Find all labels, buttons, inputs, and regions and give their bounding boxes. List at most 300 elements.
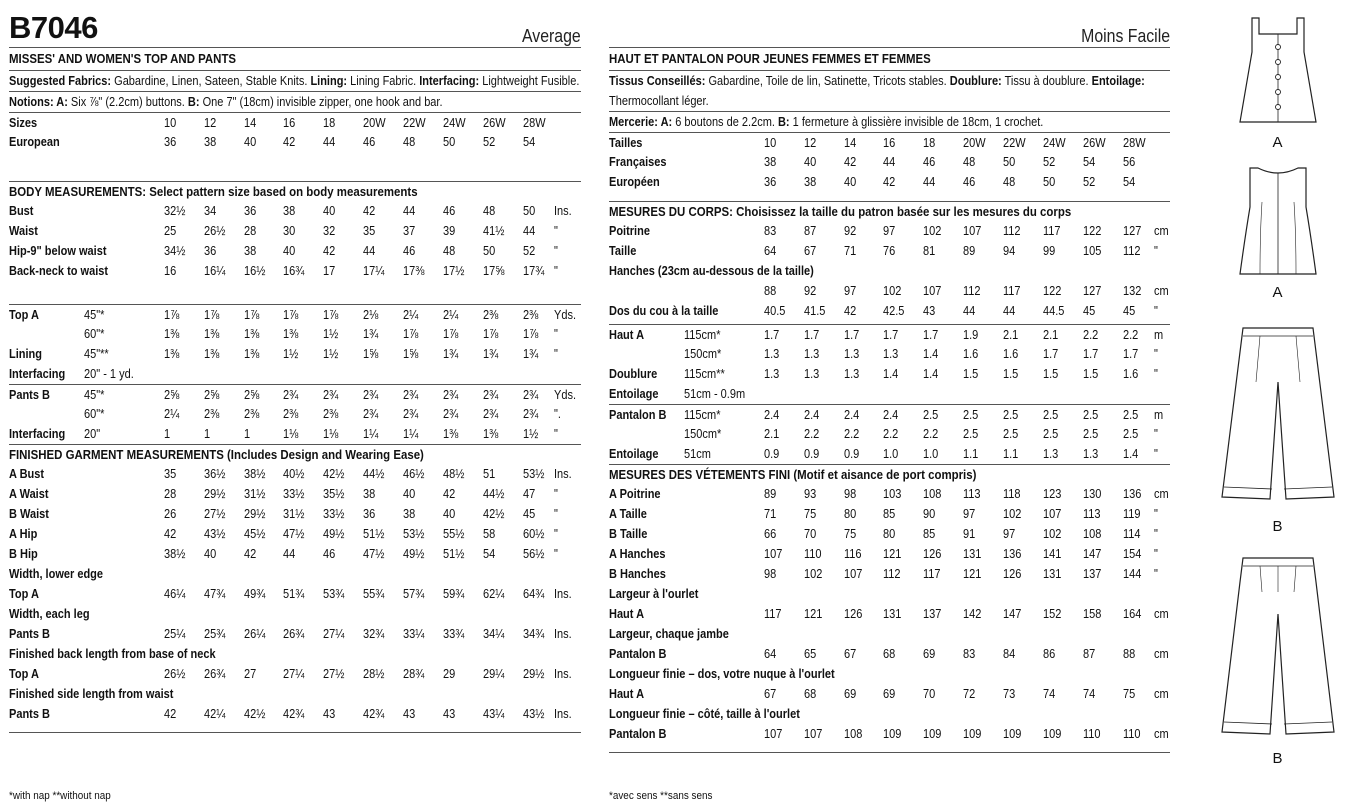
row-label: Entoilage (609, 447, 659, 461)
cell-value: 102 (883, 284, 902, 298)
cell-value: 67 (804, 244, 817, 258)
cell-value: 26¾ (283, 627, 305, 641)
cell-value: 123 (1043, 487, 1062, 501)
cell-value: 1.7 (764, 328, 780, 342)
row-label: Haut A (609, 607, 645, 621)
cell-value: 89 (963, 244, 976, 258)
body-measurements-title (609, 201, 1170, 221)
cell-value: 2⅜ (244, 407, 260, 421)
term-text: 1 fermeture à glissière invisible de 18cm, 1 crochet. (789, 115, 1044, 129)
cell-value: 34 (204, 204, 217, 218)
row-label: A Poitrine (609, 487, 661, 501)
cell-value: 147 (1003, 607, 1022, 621)
cell-value: 152 (1043, 607, 1062, 621)
cell-value: 1½ (523, 427, 539, 441)
cell-value: 2¼ (164, 407, 180, 421)
cell-value: 0.9 (804, 447, 820, 461)
term-text: Lining Fabric. (347, 74, 420, 88)
cell-value: 16 (883, 136, 896, 150)
cell-value: 1¾ (483, 347, 499, 361)
row-label: Hip-9" below waist (9, 244, 107, 258)
cell-value: 24W (443, 116, 466, 130)
cell-value: 38 (764, 155, 777, 169)
cell-value: 31½ (283, 507, 305, 521)
cell-value: 1.7 (844, 328, 860, 342)
bold-term: Tissus Conseillés: (609, 74, 706, 88)
cell-value: 99 (1043, 244, 1056, 258)
cell-value: 89 (764, 487, 777, 501)
cell-value: 26 (164, 507, 177, 521)
row-label: Lining (9, 347, 42, 361)
fabric-width: 150cm* (684, 427, 722, 441)
cell-value: 105 (1083, 244, 1102, 258)
table-row (609, 724, 1170, 744)
cell-value: 42 (844, 304, 857, 318)
cell-value: 158 (1083, 607, 1102, 621)
cell-value: 2⅜ (204, 407, 220, 421)
table-row (609, 152, 1170, 172)
row-label: Largeur, chaque jambe (609, 627, 729, 641)
unit-label: " (1154, 447, 1158, 461)
row-label: Width, lower edge (9, 567, 104, 581)
cell-value: 2⅝ (244, 388, 260, 402)
cell-value: 2⅜ (323, 407, 339, 421)
spacer (609, 192, 1170, 201)
cell-value: 25¾ (204, 627, 226, 641)
cell-value: 1⅞ (323, 308, 339, 322)
cell-value: 2.5 (923, 408, 939, 422)
cell-value: 94 (1003, 244, 1016, 258)
table-row (9, 624, 581, 644)
cell-value: 2¾ (403, 407, 419, 421)
cell-value: 47 (523, 487, 536, 501)
cell-value: 45 (523, 507, 536, 521)
cell-value: 93 (804, 487, 817, 501)
row-label: Poitrine (609, 224, 650, 238)
cell-value: 28¾ (403, 667, 425, 681)
cell-value: 80 (844, 507, 857, 521)
cell-value: 24W (1043, 136, 1066, 150)
cell-value: 44½ (363, 467, 385, 481)
cell-value: 36 (244, 204, 257, 218)
cell-value: 17⅜ (403, 264, 425, 278)
table-row (609, 504, 1170, 524)
table-row (609, 444, 1170, 464)
cell-value: 37 (403, 224, 416, 238)
cell-value: 43¼ (483, 707, 505, 721)
table-row (609, 584, 1170, 604)
cell-value: 22W (403, 116, 426, 130)
cell-value: 121 (804, 607, 823, 621)
cell-value: 2¾ (283, 388, 299, 402)
cell-value: 67 (844, 647, 857, 661)
unit-label: Ins. (554, 204, 572, 218)
cell-value: 1.6 (1003, 347, 1019, 361)
cell-value: 40 (323, 204, 336, 218)
unit-label: ". (554, 407, 561, 421)
cell-value: 1⅛ (323, 427, 339, 441)
cell-value: 42 (283, 135, 296, 149)
title-text: FINISHED GARMENT MEASUREMENTS (Includes Design and Wearing Ease) (9, 447, 424, 462)
cell-value: 109 (1043, 727, 1062, 741)
cell-value: 92 (844, 224, 857, 238)
cell-value: 131 (1043, 567, 1062, 581)
unit-label: " (1154, 507, 1158, 521)
table-row (609, 281, 1170, 301)
suggested-fabrics-wrap (9, 70, 581, 91)
unit-label: cm (1154, 607, 1169, 621)
cell-value: 44 (963, 304, 976, 318)
cell-value: 108 (1083, 527, 1102, 541)
cell-value: 98 (764, 567, 777, 581)
cell-value: 43 (443, 707, 456, 721)
cell-value: 69 (844, 687, 857, 701)
cell-value: 29½ (523, 667, 545, 681)
unit-label: cm (1154, 687, 1169, 701)
cell-value: 1¼ (403, 427, 419, 441)
cell-value: 109 (1003, 727, 1022, 741)
unit-label: cm (1154, 647, 1169, 661)
unit-label: " (554, 527, 558, 541)
cell-value: 53½ (403, 527, 425, 541)
cell-value: 48½ (443, 467, 465, 481)
title-text: HAUT ET PANTALON POUR JEUNES FEMMES ET FEMMES (609, 51, 931, 66)
cell-value: 46 (923, 155, 936, 169)
cell-value: 1.0 (923, 447, 939, 461)
cell-value: 1.7 (804, 328, 820, 342)
cell-value: 1.4 (1123, 447, 1139, 461)
row-label: Pantalon B (609, 408, 667, 422)
cell-value: 16½ (244, 264, 266, 278)
cell-value: 29 (443, 667, 456, 681)
cell-value: 10 (764, 136, 777, 150)
cell-value: 80 (883, 527, 896, 541)
cell-value: 2¾ (363, 407, 379, 421)
table-row (609, 524, 1170, 544)
cell-value: 110 (804, 547, 822, 561)
cell-value: 108 (923, 487, 942, 501)
row-label: Back-neck to waist (9, 264, 109, 278)
bold-term: B: (777, 115, 790, 129)
cell-value: 2¾ (443, 407, 459, 421)
unit-label: " (1154, 367, 1158, 381)
cell-value: 1⅞ (164, 308, 180, 322)
cell-value: 137 (923, 607, 942, 621)
table-row (9, 424, 581, 444)
cell-value: 119 (1123, 507, 1141, 521)
cell-value: 1 (204, 427, 211, 441)
table-row (9, 644, 581, 664)
unit-label: Yds. (554, 388, 577, 402)
cell-value: 97 (883, 224, 896, 238)
cell-value: 31½ (244, 487, 266, 501)
cell-value: 102 (1043, 527, 1062, 541)
finished-measurements-title (609, 464, 1170, 484)
pattern-number: B7046 (9, 10, 98, 45)
cell-value: 40 (283, 244, 296, 258)
garment-title (9, 48, 581, 70)
cell-value: 52 (483, 135, 496, 149)
table-row (9, 201, 581, 221)
row-label: Pants B (9, 707, 50, 721)
cell-value: 118 (1003, 487, 1021, 501)
cell-value: 1½ (283, 347, 299, 361)
cell-value: 1.3 (764, 367, 780, 381)
row-label: Bust (9, 204, 34, 218)
view-label-b2: B (1272, 750, 1283, 767)
cell-value: 42½ (483, 507, 505, 521)
cell-value: 54 (523, 135, 536, 149)
cell-value: 91 (963, 527, 976, 541)
cell-value: 112 (1123, 244, 1141, 258)
cell-value: 147 (1083, 547, 1102, 561)
cell-value: 85 (883, 507, 896, 521)
cell-value: 1⅜ (244, 327, 260, 341)
cell-value: 47½ (363, 547, 385, 561)
cell-value: 58 (483, 527, 496, 541)
cell-value: 62¼ (483, 587, 505, 601)
table-row (9, 241, 581, 261)
bold-term: Notions: A: (9, 95, 68, 109)
cell-value: 1⅞ (283, 308, 299, 322)
cell-value: 112 (963, 284, 981, 298)
cell-value: 2.4 (764, 408, 780, 422)
cell-value: 1⅝ (363, 347, 379, 361)
cell-value: 17¼ (363, 264, 385, 278)
table-row (609, 484, 1170, 504)
term-text: 6 boutons de 2.2cm. (672, 115, 778, 129)
unit-label: " (1154, 427, 1158, 441)
table-row (609, 704, 1170, 724)
cell-value: 36½ (204, 467, 226, 481)
row-label: Top A (9, 667, 39, 681)
fabric-width: 51cm (684, 447, 711, 461)
cell-value: 144 (1123, 567, 1142, 581)
cell-value: 14 (844, 136, 857, 150)
cell-value: 41½ (483, 224, 505, 238)
cell-value: 12 (804, 136, 817, 150)
cell-value: 1⅜ (483, 427, 499, 441)
table-row (609, 301, 1170, 321)
row-label: Hanches (23cm au-dessous de la taille) (609, 264, 814, 278)
cell-value: 2.2 (883, 427, 899, 441)
unit-label: " (554, 547, 558, 561)
french-column (609, 6, 1170, 753)
cell-value: 46½ (403, 467, 425, 481)
cell-value: 36 (204, 244, 217, 258)
cell-value: 2.2 (1083, 328, 1099, 342)
cell-value: 51¾ (283, 587, 305, 601)
row-label: Width, each leg (9, 607, 90, 621)
cell-value: 126 (844, 607, 863, 621)
unit-label: " (1154, 304, 1158, 318)
cell-value: 17½ (443, 264, 465, 278)
spacer (9, 281, 581, 301)
cell-value: 1.7 (1083, 347, 1099, 361)
table-row (609, 241, 1170, 261)
cell-value: 141 (1043, 547, 1062, 561)
cell-value: 42 (244, 547, 257, 561)
cell-value: 2.5 (1123, 427, 1139, 441)
cell-value: 2.4 (883, 408, 899, 422)
cell-value: 51½ (363, 527, 385, 541)
cell-value: 27½ (204, 507, 226, 521)
cell-value: 38 (283, 204, 296, 218)
cell-value: 74 (1083, 687, 1096, 701)
table-row (9, 504, 581, 524)
cell-value: 38 (804, 175, 817, 189)
table-row (609, 624, 1170, 644)
cell-value: 46 (323, 547, 336, 561)
cell-value: 0.9 (764, 447, 780, 461)
row-label: Haut A (609, 328, 645, 342)
fabric-width: 20" (84, 427, 101, 441)
cell-value: 17⅝ (483, 264, 505, 278)
cell-value: 34¾ (523, 627, 545, 641)
table-row (609, 564, 1170, 584)
cell-value: 29½ (244, 507, 266, 521)
cell-value: 46 (403, 244, 416, 258)
cell-value: 97 (963, 507, 976, 521)
fabric-width: 115cm* (684, 328, 721, 342)
cell-value: 2.5 (1083, 427, 1099, 441)
cell-value: 122 (1043, 284, 1062, 298)
unit-label: " (554, 427, 558, 441)
cell-value: 44 (1003, 304, 1016, 318)
cell-value: 50 (483, 244, 496, 258)
cell-value: 87 (804, 224, 817, 238)
table-row (609, 604, 1170, 624)
cell-value: 75 (804, 507, 817, 521)
suggested-fabrics (609, 71, 1170, 111)
suggested-fabrics (9, 71, 581, 91)
cell-value: 2¾ (523, 407, 539, 421)
table-row (9, 384, 581, 404)
unit-label: " (554, 244, 558, 258)
cell-value: 42 (844, 155, 857, 169)
cell-value: 40 (844, 175, 857, 189)
cell-value: 102 (923, 224, 942, 238)
cell-value: 83 (963, 647, 976, 661)
cell-value: 60½ (523, 527, 545, 541)
header (9, 6, 581, 48)
bold-term: Suggested Fabrics: (9, 74, 112, 88)
table-row (609, 261, 1170, 281)
table-row (609, 544, 1170, 564)
cell-value: 2.5 (1003, 427, 1019, 441)
fabric-width: 150cm* (684, 347, 722, 361)
cell-value: 1.5 (1043, 367, 1059, 381)
title-text: MESURES DU CORPS: Choisissez la taille du patron basée sur les mesures du corps (609, 204, 1072, 219)
row-label: Haut A (609, 687, 645, 701)
unit-label: cm (1154, 224, 1169, 238)
cell-value: 49½ (403, 547, 425, 561)
cell-value: 53¾ (323, 587, 345, 601)
cell-value: 44.5 (1043, 304, 1065, 318)
cell-value: 42 (164, 707, 177, 721)
cell-value: 36 (363, 507, 376, 521)
cell-value: 68 (804, 687, 817, 701)
cell-value: 154 (1123, 547, 1142, 561)
cell-value: 52 (1083, 175, 1096, 189)
cell-value: 38 (244, 244, 257, 258)
cell-value: 68 (883, 647, 896, 661)
cell-value: 2¾ (483, 388, 499, 402)
cell-value: 42 (443, 487, 456, 501)
cell-value: 112 (1003, 224, 1021, 238)
difficulty-rating: Average (522, 26, 581, 46)
cell-value: 67 (764, 687, 777, 701)
cell-value: 54 (1083, 155, 1096, 169)
notions-wrap (609, 111, 1170, 132)
unit-label: " (1154, 527, 1158, 541)
row-label: Pants B (9, 627, 50, 641)
term-text: Lightweight Fusible. (479, 74, 580, 88)
cell-value: 64 (764, 244, 777, 258)
cell-value: 112 (883, 567, 901, 581)
cell-value: 40 (403, 487, 416, 501)
cell-value: 90 (923, 507, 936, 521)
notions (9, 92, 581, 112)
table-row (9, 464, 581, 484)
cell-value: 109 (963, 727, 982, 741)
cell-value: 2.5 (1043, 427, 1059, 441)
cell-value: 26½ (204, 224, 226, 238)
row-label: A Bust (9, 467, 45, 481)
cell-value: 2.5 (963, 427, 979, 441)
table-row (9, 544, 581, 564)
cell-value: 50 (443, 135, 456, 149)
cell-value: 131 (883, 607, 902, 621)
cell-value: 66 (764, 527, 777, 541)
spacer (9, 172, 581, 181)
fabric-width: 45"* (84, 388, 105, 402)
table-row (609, 684, 1170, 704)
cell-value: 130 (1083, 487, 1102, 501)
cell-value: 86 (1043, 647, 1056, 661)
cell-value: 70 (923, 687, 936, 701)
row-label: Finished back length from base of neck (9, 647, 216, 661)
cell-value: 42¾ (283, 707, 305, 721)
cell-value: 107 (764, 727, 783, 741)
fabric-width: 60"* (84, 407, 105, 421)
cell-value: 2⅜ (523, 308, 539, 322)
cell-value: 1⅜ (164, 327, 180, 341)
fabric-width: 115cm* (684, 408, 721, 422)
row-label: A Taille (609, 507, 647, 521)
row-label: Pantalon B (609, 647, 667, 661)
cell-value: 43 (403, 707, 416, 721)
cell-value: 18 (923, 136, 936, 150)
cell-value: 12 (204, 116, 217, 130)
bottom-rule (609, 752, 1170, 753)
row-label: B Hanches (609, 567, 666, 581)
cell-value: 64¾ (523, 587, 545, 601)
table-row (9, 704, 581, 724)
row-label: B Taille (609, 527, 648, 541)
cell-value: 1⅜ (443, 427, 459, 441)
english-column (9, 6, 581, 733)
cell-value: 48 (483, 204, 496, 218)
cell-value: 1.6 (963, 347, 979, 361)
cell-value: 87 (1083, 647, 1096, 661)
cell-value: 27¼ (283, 667, 305, 681)
cell-value: 32½ (164, 204, 186, 218)
cell-value: 45½ (244, 527, 266, 541)
row-label: Dos du cou à la taille (609, 304, 719, 318)
cell-value: 52 (523, 244, 536, 258)
cell-value: 127 (1083, 284, 1102, 298)
